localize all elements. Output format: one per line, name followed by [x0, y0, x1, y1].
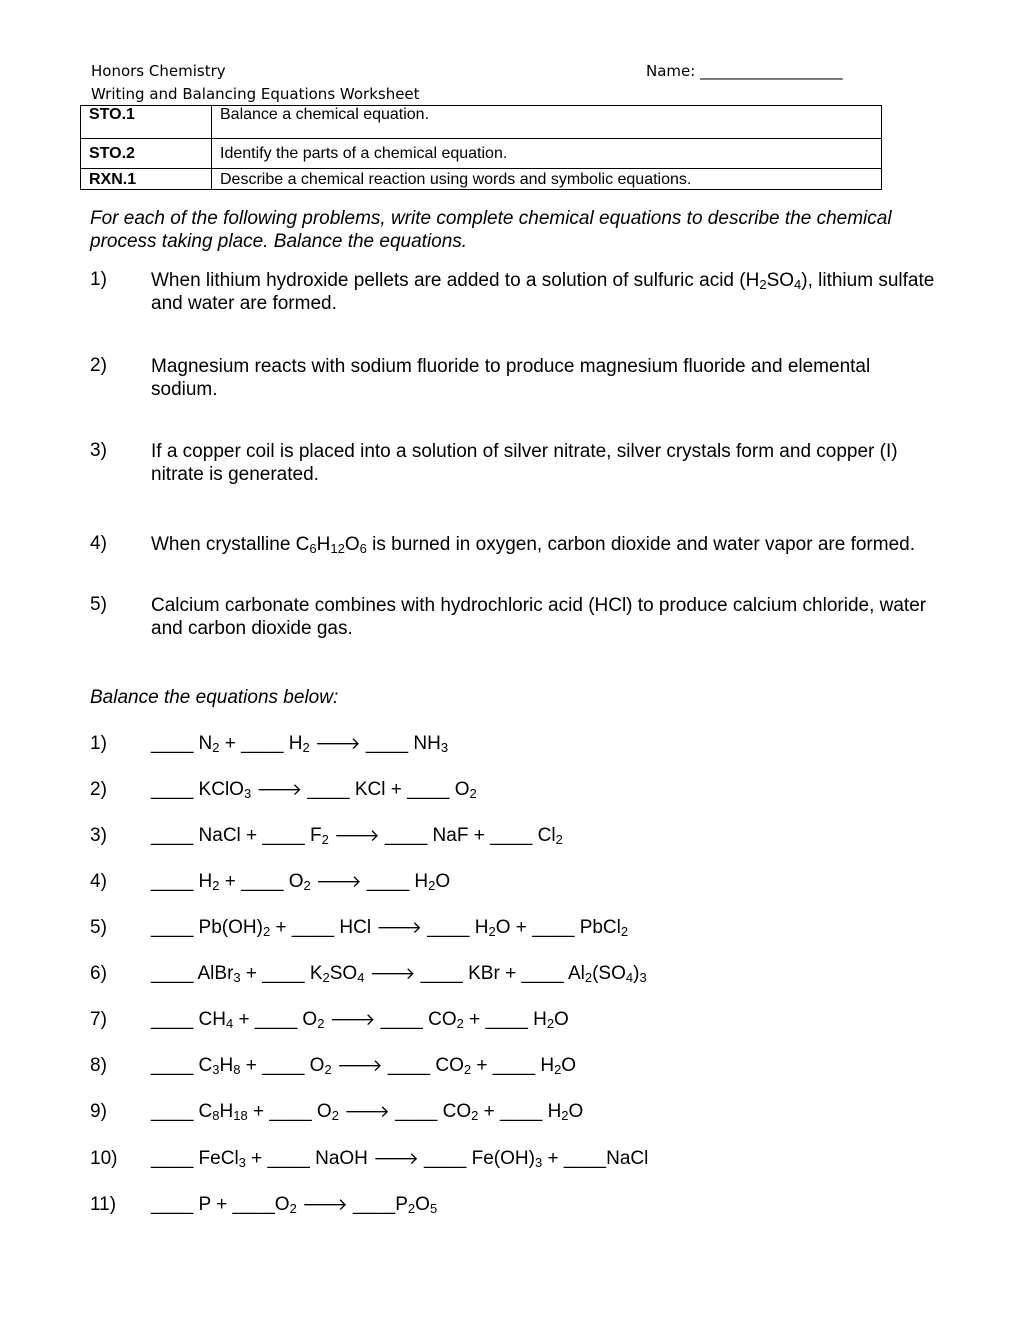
word-problem: Magnesium reacts with sodium fluoride to produce magnesium fluoride and elemental sodium. [151, 356, 871, 400]
word-problem: When crystalline $C_6H_{12}O_6$ is burned in oxygen, carbon dioxide and water vapor are formed. [151, 534, 915, 556]
problem-number: 2) [90, 355, 107, 376]
equation: ____ AlBr$_3$ + ____ $K_2SO_4$ 🡒 ____ KBr + ____ $Al_2(SO_4)_3$ [151, 963, 647, 985]
equation: ____ $C_3H_8$ + ____ $O_2$ 🡒 ____ $CO_2$ + ____ $H_2O$ [151, 1055, 577, 1077]
right-arrow-icon: 🡒 [373, 1149, 419, 1169]
right-arrow-icon: 🡒 [314, 734, 361, 754]
equation-number: 3) [90, 825, 107, 846]
equation: ____ KClO$_3$ 🡒 ____ KCl + ____ $O_2$ [151, 779, 477, 801]
right-arrow-icon: 🡒 [336, 1056, 383, 1076]
equation-number: 7) [90, 1009, 107, 1030]
word-problem: Calcium carbonate combines with hydrochloric acid (HCl) to produce calcium chloride, water and carbon dioxide gas. [151, 595, 927, 639]
right-arrow-icon: 🡒 [376, 918, 422, 938]
equation-number: 1) [90, 733, 107, 754]
standard-description: Balance a chemical equation. [212, 106, 882, 139]
name-field[interactable] [646, 62, 843, 80]
standard-code: STO.1 [81, 106, 212, 139]
right-arrow-icon: 🡒 [334, 826, 380, 846]
equation: ____ NaCl + ____ $F_2$ 🡒 ____ NaF + ____ $Cl_2$ [151, 825, 563, 847]
equation-number: 9) [90, 1101, 107, 1122]
equation-number: 2) [90, 779, 107, 800]
instructions-write-equations: For each of the following problems, write complete chemical equations to describe the chemical process taking place. Balance the equations. [90, 208, 892, 252]
name-label: Name: [646, 62, 696, 80]
standard-row [81, 169, 882, 190]
right-arrow-icon: 🡒 [256, 780, 303, 800]
problem-number: 1) [90, 269, 107, 290]
equation-number: 6) [90, 963, 107, 984]
standard-code: STO.2 [81, 139, 212, 169]
course-name: Honors Chemistry [91, 62, 226, 80]
problem-number: 5) [90, 594, 107, 615]
standard-code: RXN.1 [81, 169, 212, 190]
word-problem: When lithium hydroxide pellets are added to a solution of sulfuric acid $(H_2SO_4)$, lithium sulfate and water are formed. [151, 270, 935, 314]
equation: ____ $P + \_\_\_\_O_2$ 🡒 $\_\_\_\_P_2O_5$ [151, 1194, 438, 1216]
right-arrow-icon: 🡒 [302, 1195, 348, 1215]
standard-row [81, 139, 882, 169]
problem-number: 3) [90, 440, 107, 461]
right-arrow-icon: 🡒 [329, 1010, 376, 1030]
equation-number: 8) [90, 1055, 107, 1076]
right-arrow-icon: 🡒 [344, 1102, 390, 1122]
worksheet-title: Writing and Balancing Equations Worksheet [91, 85, 420, 103]
standards-table [80, 105, 882, 190]
equation-number: 10) [90, 1148, 118, 1169]
equation: ____ $CH_4$ + ____ $O_2$ 🡒 ____ $CO_2$ + ____ $H_2O$ [151, 1009, 569, 1031]
standard-description: Describe a chemical reaction using words and symbolic equations. [212, 169, 882, 190]
equation-number: 5) [90, 917, 107, 938]
instructions-balance: Balance the equations below: [90, 687, 339, 708]
standard-row [81, 106, 882, 139]
problem-number: 4) [90, 533, 107, 554]
equation-number: 11) [90, 1194, 117, 1215]
right-arrow-icon: 🡒 [316, 872, 362, 892]
standard-description: Identify the parts of a chemical equation. [212, 139, 882, 169]
name-blank[interactable]: ___________________ [700, 62, 843, 80]
right-arrow-icon: 🡒 [369, 964, 416, 984]
equation: ____ FeCl$_3$ + ____ NaOH 🡒 ____ $Fe(OH)_3$ + ____NaCl [151, 1148, 649, 1170]
equation: ____ $C_8H_{18}$ + ____ $O_2$ 🡒 ____ $CO_2$ + ____ $H_2O$ [151, 1101, 584, 1123]
equation: ____ $H_2$ + ____ $O_2$ 🡒 ____ $H_2O$ [151, 871, 451, 893]
equation: ____ $Pb(OH)_2$ + ____ HCl 🡒 ____ $H_2O$ + ____ PbCl$_2$ [151, 917, 629, 939]
equation-number: 4) [90, 871, 107, 892]
equation: ____ $N_2$ + ____ $H_2$ 🡒 ____ $NH_3$ [151, 733, 449, 755]
word-problem: If a copper coil is placed into a solution of silver nitrate, silver crystals form and copper (I) nitrate is generated. [151, 441, 898, 485]
